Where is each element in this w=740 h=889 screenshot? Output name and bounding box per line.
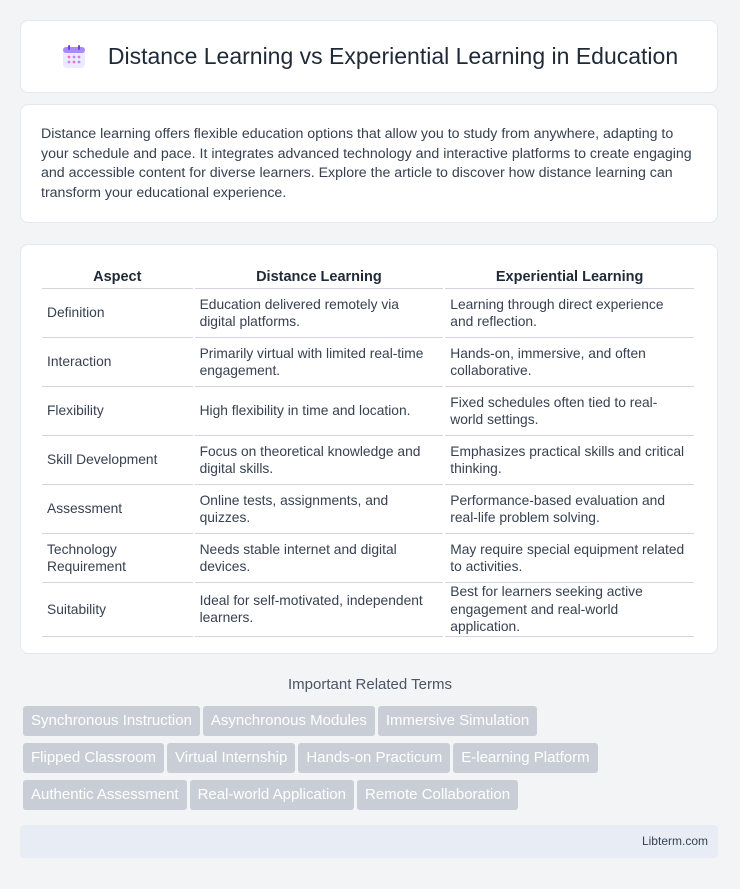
calendar-icon [60, 43, 88, 71]
row-experiential: Performance-based evaluation and real-life problem solving. [445, 485, 694, 534]
row-aspect: Flexibility [42, 387, 193, 436]
row-experiential: Hands-on, immersive, and often collaborative. [445, 338, 694, 387]
table-row [42, 289, 694, 338]
row-distance: Education delivered remotely via digital platforms. [195, 289, 444, 338]
table-row [42, 338, 694, 387]
comparison-table [40, 265, 696, 637]
intro-text: Distance learning offers flexible education options that allow you to study from anywhere, adapting to your schedule and pace. It integrates advanced technology and interactive platforms to create engaging and accessible content for diverse learners. Explore the article to discover how distance learning can transform your educational experience. [41, 126, 692, 201]
table-header-row [42, 265, 694, 289]
row-experiential: Learning through direct experience and reflection. [445, 289, 694, 338]
row-experiential: Best for learners seeking active engagement and real-world application. [445, 583, 694, 637]
related-terms-title: Important Related Terms [288, 676, 452, 693]
related-term-tag[interactable]: Flipped Classroom [23, 743, 164, 773]
row-distance: Primarily virtual with limited real-time engagement. [195, 338, 444, 387]
table-row [42, 436, 694, 485]
related-term-tag[interactable]: E-learning Platform [453, 743, 597, 773]
related-term-tag[interactable]: Authentic Assessment [23, 780, 187, 810]
related-term-tag[interactable]: Virtual Internship [167, 743, 295, 773]
table-row [42, 534, 694, 583]
row-distance: Needs stable internet and digital devices. [195, 534, 444, 583]
related-term-tag[interactable]: Real-world Application [190, 780, 354, 810]
footer-site-link[interactable]: Libterm.com [641, 834, 708, 848]
related-terms-list [23, 706, 723, 817]
related-term-tag[interactable]: Synchronous Instruction [23, 706, 200, 736]
header-distance-learning: Distance Learning [195, 265, 444, 289]
related-term-tag[interactable]: Hands-on Practicum [298, 743, 450, 773]
row-aspect: Suitability [42, 583, 193, 637]
header-aspect: Aspect [42, 265, 193, 289]
comparison-card [20, 244, 718, 654]
table-row [42, 485, 694, 534]
row-aspect: Assessment [42, 485, 193, 534]
row-experiential: Fixed schedules often tied to real-world settings. [445, 387, 694, 436]
row-aspect: Skill Development [42, 436, 193, 485]
table-row [42, 583, 694, 637]
page-title: Distance Learning vs Experiential Learning in Education [107, 43, 679, 69]
row-aspect: Interaction [42, 338, 193, 387]
intro-card [20, 104, 718, 223]
header-experiential-learning: Experiential Learning [445, 265, 694, 289]
row-aspect: Technology Requirement [42, 534, 193, 583]
row-distance: High flexibility in time and location. [195, 387, 444, 436]
row-distance: Online tests, assignments, and quizzes. [195, 485, 444, 534]
row-experiential: Emphasizes practical skills and critical thinking. [445, 436, 694, 485]
row-experiential: May require special equipment related to activities. [445, 534, 694, 583]
table-row [42, 387, 694, 436]
footer [20, 825, 718, 858]
row-distance: Focus on theoretical knowledge and digital skills. [195, 436, 444, 485]
page-header [20, 20, 718, 93]
related-term-tag[interactable]: Asynchronous Modules [203, 706, 375, 736]
related-term-tag[interactable]: Immersive Simulation [378, 706, 537, 736]
row-distance: Ideal for self-motivated, independent learners. [195, 583, 444, 637]
related-term-tag[interactable]: Remote Collaboration [357, 780, 518, 810]
row-aspect: Definition [42, 289, 193, 338]
